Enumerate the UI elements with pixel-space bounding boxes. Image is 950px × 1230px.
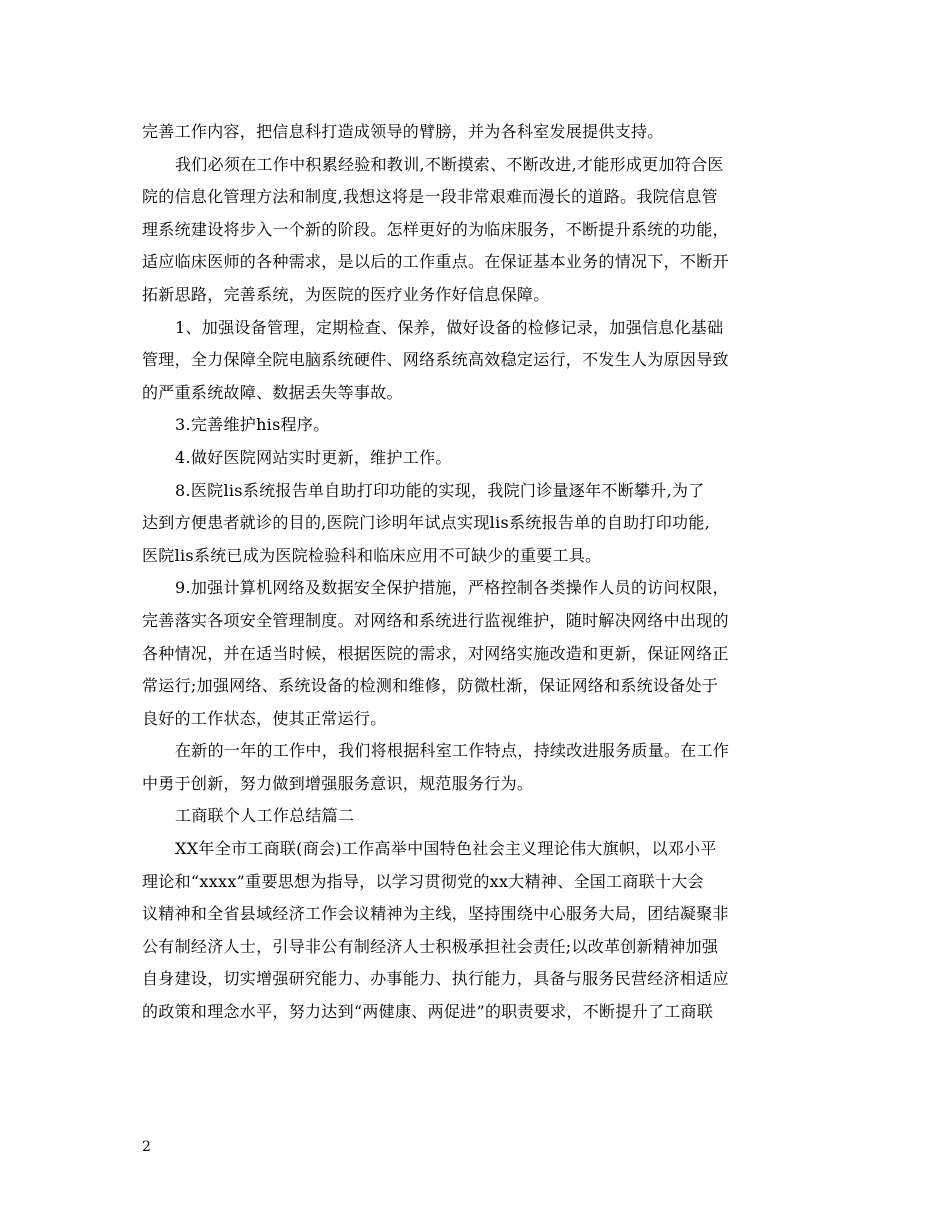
text-line: 9.加强计算机网络及数据安全保护措施，严格控制各类操作人员的访问权限， bbox=[175, 578, 729, 598]
text-line: 拓新思路，完善系统，为医院的医疗业务作好信息保障。 bbox=[142, 284, 550, 304]
text-line: 常运行;加强网络、系统设备的检测和维修，防微杜渐，保证网络和系统设备处于 bbox=[142, 676, 719, 696]
text-line: XX年全市工商联(商会)工作高举中国特色社会主义理论伟大旗帜，以邓小平 bbox=[175, 839, 717, 859]
text-line: 的政策和理念水平，努力达到“两健康、两促进”的职责要求，不断提升了工商联 bbox=[142, 1002, 714, 1022]
text-line: 理系统建设将步入一个新的阶段。怎样更好的为临床服务，不断提升系统的功能， bbox=[142, 219, 729, 239]
text-line: 完善工作内容，把信息科打造成领导的臂膀，并为各科室发展提供支持。 bbox=[142, 122, 664, 141]
text-line: 管理，全力保障全院电脑系统硬件、网络系统高效稳定运行，不发生人为原因导致 bbox=[142, 350, 729, 370]
text-line: 各种情况，并在适当时候，根据医院的需求，对网络实施改造和更新，保证网络正 bbox=[142, 643, 729, 663]
text-line: 理论和“xxxx”重要思想为指导，以学习贯彻党的xx大精神、全国工商联十大会 bbox=[142, 871, 704, 891]
text-line: 我们必须在工作中积累经验和教训,不断摸索、不断改进,才能形成更加符合医 bbox=[175, 154, 724, 174]
document-body bbox=[142, 116, 814, 1029]
text-line: 1、加强设备管理，定期检查、保养，做好设备的检修记录，加强信息化基础 bbox=[175, 317, 724, 337]
text-line: 中勇于创新，努力做到增强服务意识，规范服务行为。 bbox=[142, 773, 534, 793]
text-line: 公有制经济人士，引导非公有制经济人士积极承担社会责任;以改革创新精神加强 bbox=[142, 936, 719, 956]
text-line: 自身建设，切实增强研究能力、办事能力、执行能力，具备与服务民营经济相适应 bbox=[142, 969, 729, 989]
text-line: 8.医院lis系统报告单自助打印功能的实现，我院门诊量逐年不断攀升,为了 bbox=[175, 480, 705, 500]
text-line: 议精神和全省县域经济工作会议精神为主线，坚持围绕中心服务大局，团结凝聚非 bbox=[142, 904, 729, 924]
text-line: 4.做好医院网站实时更新，维护工作。 bbox=[175, 447, 452, 467]
text-line: 达到方便患者就诊的目的,医院门诊明年试点实现lis系统报告单的自助打印功能, bbox=[142, 513, 711, 533]
page-number: 2 bbox=[142, 1139, 151, 1155]
text-line: 院的信息化管理方法和制度,我想这将是一段非常艰难而漫长的道路。我院信息管 bbox=[142, 187, 718, 207]
text-line: 在新的一年的工作中，我们将根据科室工作特点，持续改进服务质量。在工作 bbox=[175, 741, 730, 761]
text-line: 工商联个人工作总结篇二 bbox=[175, 806, 355, 826]
text-line: 的严重系统故障、数据丢失等事故。 bbox=[142, 382, 403, 402]
text-line: 良好的工作状态，使其正常运行。 bbox=[142, 708, 387, 728]
text-line: 完善落实各项安全管理制度。对网络和系统进行监视维护，随时解决网络中出现的 bbox=[142, 610, 729, 630]
text-line: 医院lis系统已成为医院检验科和临床应用不可缺少的重要工具。 bbox=[142, 545, 602, 565]
text-line: 3.完善维护his程序。 bbox=[175, 415, 330, 435]
text-line: 适应临床医师的各种需求，是以后的工作重点。在保证基本业务的情况下，不断开 bbox=[142, 252, 729, 272]
